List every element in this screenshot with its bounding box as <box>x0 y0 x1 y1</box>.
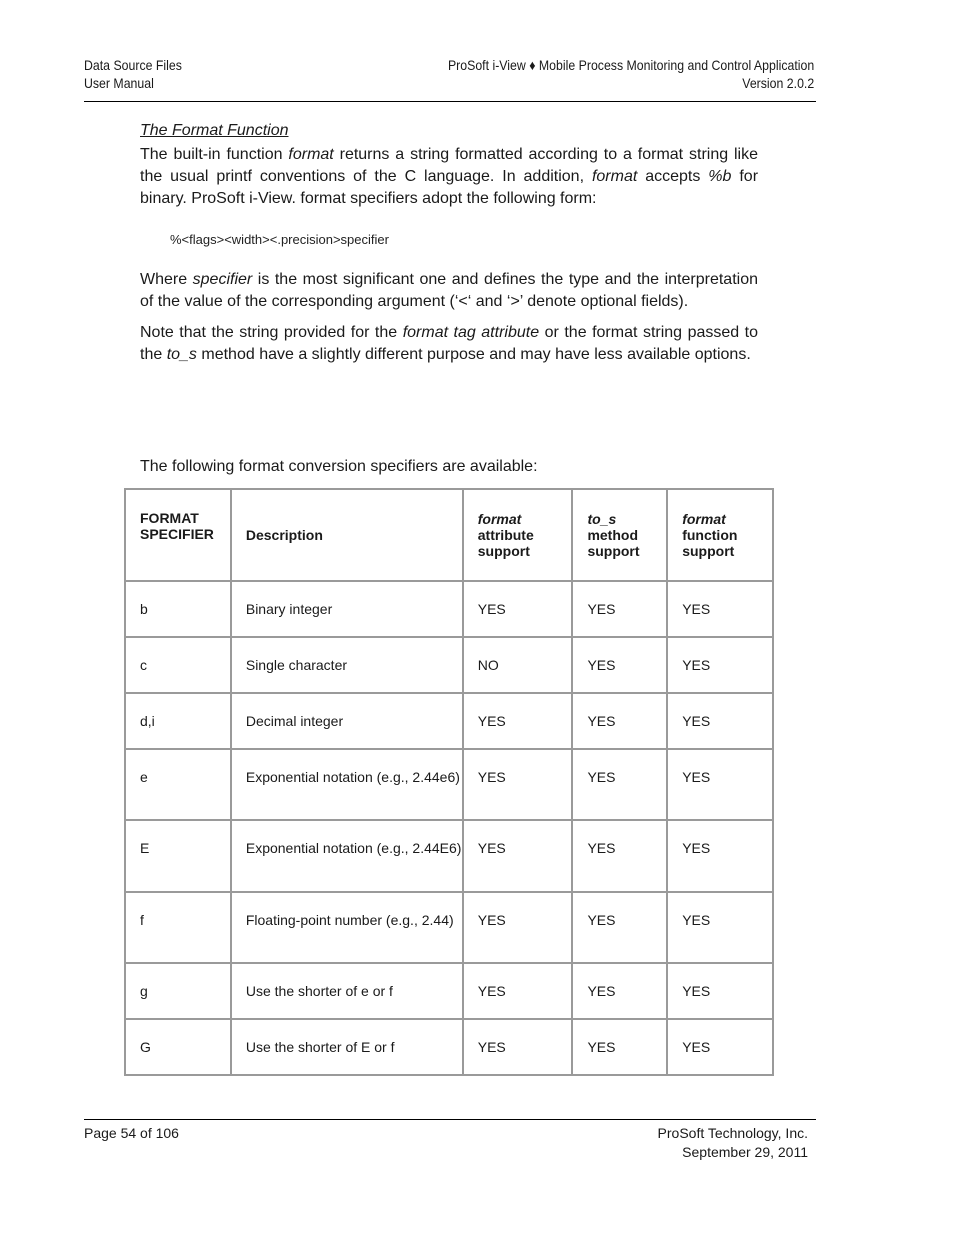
cell-to-s-support: YES <box>572 637 667 693</box>
page-header <box>84 56 816 102</box>
cell-to-s-support: YES <box>572 693 667 749</box>
header-text: FORMAT <box>140 510 199 526</box>
cell-description: Exponential notation (e.g., 2.44E6) <box>231 820 463 892</box>
cell-to-s-support: YES <box>572 749 667 820</box>
footer-right <box>658 1124 808 1162</box>
header-text: SPECIFIER <box>140 526 214 542</box>
header-text: format <box>477 511 522 527</box>
format-syntax: %<flags><width><.precision>specifier <box>170 232 389 247</box>
header-text: support <box>682 543 735 559</box>
cell-to-s-support: YES <box>572 892 667 963</box>
cell-attribute-support: NO <box>463 637 573 693</box>
cell-specifier: g <box>125 963 231 1019</box>
text-run: for binary. ProSoft i-View. format specifiers adopt the following form: <box>140 168 759 207</box>
text-run: returns a string formatted according to a format string like the usual printf conventions of the C language. In addition, <box>140 146 759 185</box>
cell-function-support: YES <box>667 820 773 892</box>
cell-attribute-support: YES <box>463 892 573 963</box>
cell-function-support: YES <box>667 581 773 637</box>
cell-specifier: c <box>125 637 231 693</box>
italic-term: format <box>288 146 334 163</box>
text-run: accepts <box>637 168 709 185</box>
header-text: attribute <box>477 527 534 543</box>
header-right <box>448 56 814 92</box>
text-run: Note that the string provided for the <box>140 324 403 341</box>
text-run: Where <box>140 271 193 288</box>
table-row <box>125 892 773 963</box>
italic-term: to_s <box>166 346 197 363</box>
text-run: method have a slightly different purpose and may have less available options. <box>196 346 751 363</box>
paragraph-note <box>140 322 758 366</box>
header-text: support <box>477 543 530 559</box>
italic-term: %b <box>708 168 732 185</box>
text-run: is the most significant one and defines the type and the interpretation of the value of the corresponding argument (‘<‘ and ‘>’ denote optional fields). <box>140 271 758 310</box>
header-text: format <box>682 511 726 527</box>
italic-term: format <box>591 168 638 185</box>
cell-attribute-support: YES <box>463 749 573 820</box>
header-left <box>84 56 182 92</box>
table-header-row <box>125 489 773 581</box>
page-footer <box>84 1119 816 1160</box>
cell-description: Exponential notation (e.g., 2.44e6) <box>231 749 463 820</box>
table-row <box>125 749 773 820</box>
header-to-s-method <box>572 489 667 581</box>
table-body <box>125 581 773 1075</box>
cell-description: Floating-point number (e.g., 2.44) <box>231 892 463 963</box>
cell-to-s-support: YES <box>572 1019 667 1075</box>
cell-function-support: YES <box>667 892 773 963</box>
document-date: September 29, 2011 <box>682 1144 808 1160</box>
cell-attribute-support: YES <box>463 1019 573 1075</box>
specifiers-intro: The following format conversion specifiers are available: <box>140 458 538 475</box>
main-content <box>140 120 758 375</box>
cell-description: Binary integer <box>231 581 463 637</box>
text-run: or the format string passed to the <box>140 324 759 363</box>
cell-to-s-support: YES <box>572 820 667 892</box>
cell-attribute-support: YES <box>463 581 573 637</box>
header-text: function <box>682 527 738 543</box>
header-version: Version 2.0.2 <box>742 75 814 91</box>
cell-description: Use the shorter of E or f <box>231 1019 463 1075</box>
cell-specifier: E <box>125 820 231 892</box>
cell-function-support: YES <box>667 1019 773 1075</box>
italic-term: specifier <box>192 271 253 288</box>
cell-specifier: e <box>125 749 231 820</box>
page-number: Page 54 of 106 <box>84 1125 179 1141</box>
cell-function-support: YES <box>667 637 773 693</box>
table-row <box>125 820 773 892</box>
header-description: Description <box>231 489 463 581</box>
header-format-specifier <box>125 489 231 581</box>
header-text: to_s <box>587 511 617 527</box>
cell-specifier: G <box>125 1019 231 1075</box>
header-text: support <box>587 543 640 559</box>
cell-description: Decimal integer <box>231 693 463 749</box>
format-specifier-table <box>124 488 774 1076</box>
header-doc-type: User Manual <box>84 75 154 91</box>
table-row <box>125 581 773 637</box>
table-row <box>125 637 773 693</box>
cell-description: Use the shorter of e or f <box>231 963 463 1019</box>
cell-attribute-support: YES <box>463 963 573 1019</box>
header-format-attribute <box>463 489 573 581</box>
section-title: The Format Function <box>140 122 289 139</box>
table-row <box>125 963 773 1019</box>
cell-specifier: f <box>125 892 231 963</box>
header-product-title: ProSoft i-View ♦ Mobile Process Monitoring and Control Application <box>447 57 814 73</box>
cell-description: Single character <box>231 637 463 693</box>
cell-attribute-support: YES <box>463 820 573 892</box>
cell-specifier: d,i <box>125 693 231 749</box>
table-row <box>125 693 773 749</box>
cell-function-support: YES <box>667 749 773 820</box>
header-format-function <box>667 489 773 581</box>
cell-function-support: YES <box>667 693 773 749</box>
cell-function-support: YES <box>667 963 773 1019</box>
cell-to-s-support: YES <box>572 963 667 1019</box>
paragraph-specifier <box>140 269 758 313</box>
table-row <box>125 1019 773 1075</box>
text-run: The built-in function <box>140 146 289 163</box>
cell-specifier: b <box>125 581 231 637</box>
cell-to-s-support: YES <box>572 581 667 637</box>
header-doc-section: Data Source Files <box>84 57 182 73</box>
italic-term: format tag attribute <box>402 324 540 341</box>
header-text: method <box>587 527 638 543</box>
cell-attribute-support: YES <box>463 693 573 749</box>
company-name: ProSoft Technology, Inc. <box>657 1125 808 1141</box>
paragraph-format-intro <box>140 144 758 210</box>
